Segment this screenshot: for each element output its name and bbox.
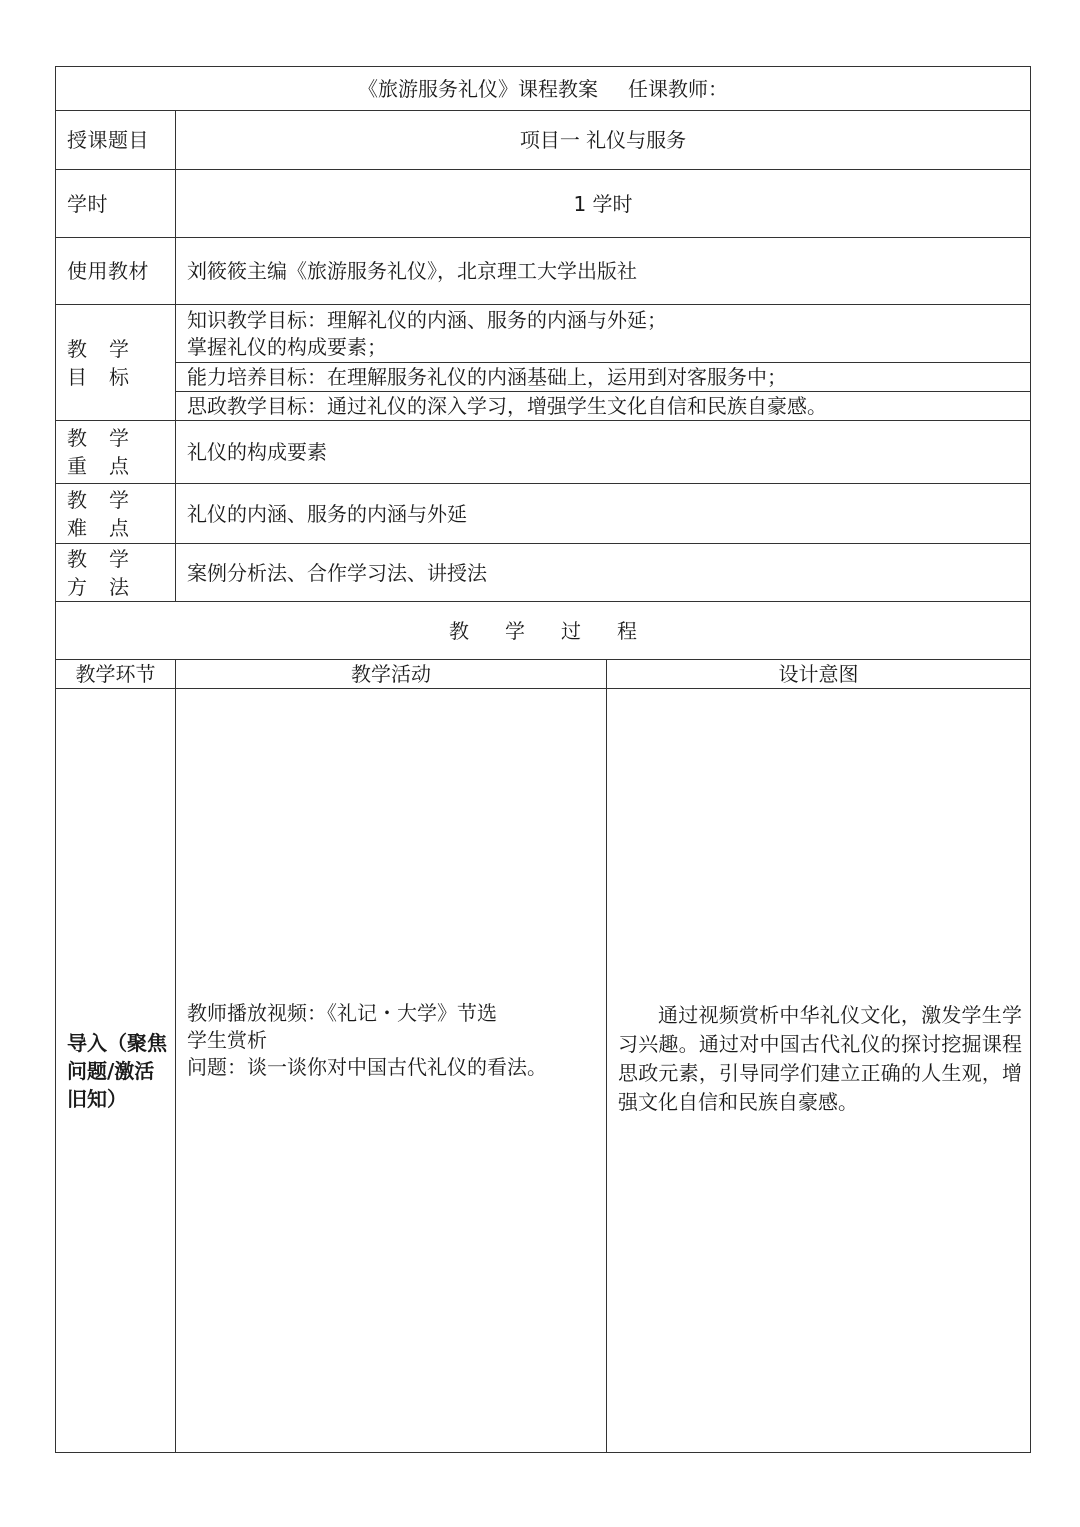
lesson-plan-table xyxy=(55,66,1031,1453)
methods-label xyxy=(56,544,176,602)
topic-row xyxy=(56,111,1031,170)
key-points-label-line1: 教学 xyxy=(67,426,151,450)
process-title-row xyxy=(56,602,1031,660)
intent-text: 通过视频赏析中华礼仪文化，激发学生学习兴趣。通过对中国古代礼仪的探讨挖掘课程思政元素，引导同学们建立正确的人生观，增强文化自信和民族自豪感。 xyxy=(618,1003,1023,1114)
difficulties-row xyxy=(56,484,1031,544)
activity-line3: 问题：谈一谈你对中国古代礼仪的看法。 xyxy=(187,1055,547,1079)
methods-label-line1: 教学 xyxy=(67,546,151,571)
stage-line2: 问题/激活 xyxy=(67,1058,155,1083)
intent-cell xyxy=(607,689,1031,1453)
column-header-activity: 教学活动 xyxy=(176,660,607,689)
methods-value: 案例分析法、合作学习法、讲授法 xyxy=(176,544,1031,602)
process-title: 教学过程 xyxy=(56,602,1031,660)
difficulties-label xyxy=(56,484,176,544)
stage-line1: 导入（聚焦 xyxy=(67,1030,167,1055)
activity-text xyxy=(187,1000,606,1081)
key-points-row xyxy=(56,421,1031,484)
knowledge-goal xyxy=(176,305,1031,363)
knowledge-goal-line2: 掌握礼仪的构成要素； xyxy=(187,334,387,359)
activity-line2: 学生赏析 xyxy=(187,1028,267,1052)
activity-line1: 教师播放视频：《礼记・大学》节选 xyxy=(187,1001,497,1025)
key-points-label-line2: 重点 xyxy=(67,454,151,478)
goals-row-ability xyxy=(56,363,1031,392)
course-title: 《旅游服务礼仪》课程教案 xyxy=(358,76,599,101)
goals-label-line1: 教学 xyxy=(67,336,151,361)
textbook-row xyxy=(56,238,1031,305)
column-header-intent: 设计意图 xyxy=(607,660,1031,689)
process-row-intro xyxy=(56,689,1031,1453)
key-points-label xyxy=(56,421,176,484)
hours-label: 学时 xyxy=(56,170,176,238)
topic-value: 项目一 礼仪与服务 xyxy=(176,111,1031,170)
stage-cell xyxy=(56,689,176,1453)
title-row xyxy=(56,67,1031,111)
difficulties-label-line1: 教学 xyxy=(67,487,151,512)
knowledge-goal-line1: 知识教学目标：理解礼仪的内涵、服务的内涵与外延； xyxy=(187,307,667,332)
goals-row-ideology xyxy=(56,392,1031,421)
hours-value: 1 学时 xyxy=(176,170,1031,238)
methods-label-line2: 方法 xyxy=(67,574,151,599)
process-header-row xyxy=(56,660,1031,689)
hours-row xyxy=(56,170,1031,238)
difficulties-label-line2: 难点 xyxy=(67,515,151,540)
activity-cell xyxy=(176,689,607,1453)
goals-label-line2: 目标 xyxy=(67,364,151,389)
difficulties-value: 礼仪的内涵、服务的内涵与外延 xyxy=(176,484,1031,544)
stage-line3: 旧知） xyxy=(67,1086,127,1111)
column-header-stage: 教学环节 xyxy=(56,660,176,689)
textbook-value: 刘筱筱主编《旅游服务礼仪》，北京理工大学出版社 xyxy=(176,238,1031,305)
lesson-plan-sheet xyxy=(55,66,1030,1453)
key-points-value: 礼仪的构成要素 xyxy=(176,421,1031,484)
goals-row-knowledge xyxy=(56,305,1031,363)
teacher-label: 任课教师： xyxy=(628,76,729,101)
ideology-goal: 思政教学目标：通过礼仪的深入学习，增强学生文化自信和民族自豪感。 xyxy=(176,392,1031,421)
ability-goal: 能力培养目标：在理解服务礼仪的内涵基础上，运用到对客服务中； xyxy=(176,363,1031,392)
goals-label xyxy=(56,305,176,421)
methods-row xyxy=(56,544,1031,602)
topic-label: 授课题目 xyxy=(56,111,176,170)
textbook-label: 使用教材 xyxy=(56,238,176,305)
title-cell xyxy=(56,67,1031,111)
